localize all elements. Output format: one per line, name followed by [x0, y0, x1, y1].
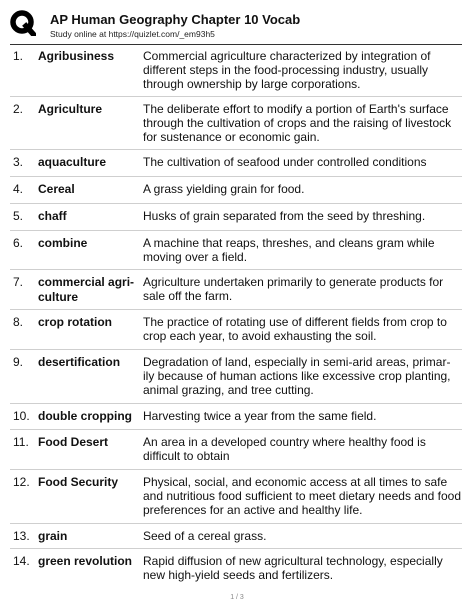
item-number: 7.: [13, 275, 24, 289]
vocab-list: [10, 44, 462, 589]
vocab-term: Agribusiness: [38, 49, 115, 63]
vocab-definition: Seed of a cereal grass.: [143, 529, 267, 543]
vocab-definition: Rapid diffusion of new agricultural technology, especially new high-yield seeds and fertilizers.: [143, 554, 443, 583]
item-number: 13.: [13, 529, 30, 543]
vocab-term: desertification: [38, 355, 121, 369]
page-number: 1 / 3: [230, 594, 244, 601]
study-online-link[interactable]: Study online at https://quizlet.com/_em93h5: [50, 29, 215, 39]
vocab-row: [10, 404, 462, 430]
vocab-definition: Physical, social, and economic access at all times to safe and nutritious food sufficient to meet dietary needs and food preferences for an active and healthy life.: [143, 475, 461, 518]
vocab-term: Food Desert: [38, 435, 109, 449]
vocab-row: [10, 177, 462, 204]
vocab-row: [10, 270, 462, 310]
vocab-row: [10, 310, 462, 350]
item-number: 9.: [13, 355, 24, 369]
page-title: AP Human Geography Chapter 10 Vocab: [50, 12, 301, 27]
vocab-definition: Agriculture undertaken primarily to generate products for sale off the farm.: [143, 275, 444, 304]
item-number: 12.: [13, 475, 30, 489]
vocab-term: grain: [38, 529, 68, 543]
vocab-row: [10, 44, 462, 97]
vocab-definition: A machine that reaps, threshes, and cleans gram while moving over a field.: [143, 236, 435, 265]
vocab-definition: Commercial agriculture characterized by integration of different steps in the food-processing industry, usually through ownership by large corporations.: [143, 49, 431, 92]
vocab-row: [10, 97, 462, 150]
vocab-definition: The cultivation of seafood under controlled conditions: [143, 155, 427, 169]
vocab-term: Food Security: [38, 475, 119, 489]
vocab-row: [10, 150, 462, 177]
item-number: 10.: [13, 409, 30, 423]
vocab-row: [10, 204, 462, 231]
vocab-row: [10, 430, 462, 470]
vocab-definition: Husks of grain separated from the seed by threshing.: [143, 209, 426, 223]
page-header: [10, 8, 464, 42]
vocab-definition: An area in a developed country where healthy food is difficult to obtain: [143, 435, 426, 464]
vocab-definition: The practice of rotating use of different fields from crop to crop each year, to avoid exhausting the soil.: [143, 315, 447, 344]
vocab-term: double cropping: [38, 409, 132, 423]
item-number: 4.: [13, 182, 24, 196]
vocab-term: Cereal: [38, 182, 75, 196]
vocab-term: aquaculture: [38, 155, 107, 169]
vocab-definition: A grass yielding grain for food.: [143, 182, 305, 196]
vocab-term: Agriculture: [38, 102, 103, 116]
vocab-row: [10, 549, 462, 589]
item-number: 3.: [13, 155, 24, 169]
vocab-row: [10, 524, 462, 549]
vocab-definition: The deliberate effort to modify a portion of Earth's surface through the cultivation of crops and the raising of livestock for sustenance or economic gain.: [143, 102, 452, 145]
item-number: 11.: [13, 435, 29, 449]
item-number: 6.: [13, 236, 24, 250]
item-number: 2.: [13, 102, 24, 116]
item-number: 5.: [13, 209, 24, 223]
vocab-term: green revolution: [38, 554, 133, 568]
vocab-row: [10, 470, 462, 524]
item-number: 14.: [13, 554, 30, 568]
vocab-term: chaff: [38, 209, 67, 223]
vocab-term: combine: [38, 236, 88, 250]
quizlet-logo-icon: [10, 10, 36, 36]
vocab-term: crop rotation: [38, 315, 112, 329]
vocab-row: [10, 350, 462, 404]
vocab-definition: Degradation of land, especially in semi-arid areas, primar-ily because of human actions like excessive crop planting, animal grazing, and tree cutting.: [143, 355, 451, 398]
vocab-definition: Harvesting twice a year from the same field.: [143, 409, 377, 423]
item-number: 1.: [13, 49, 24, 63]
vocab-row: [10, 231, 462, 270]
item-number: 8.: [13, 315, 24, 329]
vocab-term: commercial agri-culture: [38, 275, 135, 304]
